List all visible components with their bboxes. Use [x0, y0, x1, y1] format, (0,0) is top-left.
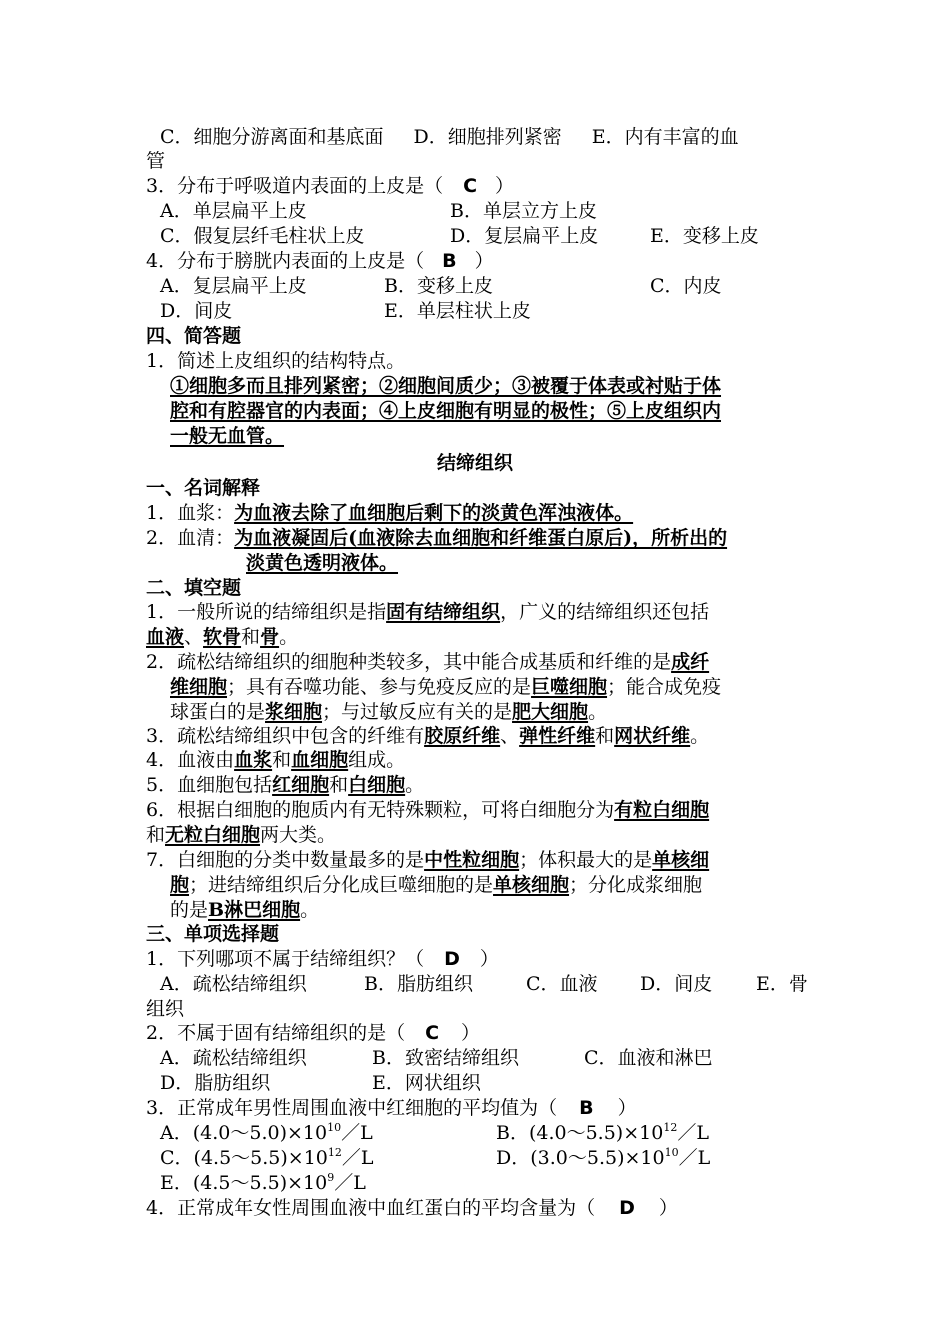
answer-text: 血浆	[234, 749, 273, 771]
option-c: C．细胞分游离面和基底面	[160, 126, 384, 148]
mc-question-1	[146, 947, 810, 972]
paren-close: ）	[474, 250, 494, 272]
answer-text: 腔和有腔器官的内表面；④上皮细胞有明显的极性；⑤上皮组织内	[170, 400, 722, 422]
answer-text: 单核细胞	[493, 874, 570, 896]
answer-text: 中性粒细胞	[424, 849, 520, 871]
text: 和	[595, 725, 615, 747]
mc-question-3	[146, 1096, 810, 1121]
text: 。	[279, 626, 299, 648]
option-e	[160, 1171, 366, 1196]
exponent: 10	[327, 1121, 342, 1134]
answer-text: 有粒白细胞	[614, 799, 710, 821]
option-e: E．单层柱状上皮	[384, 300, 531, 322]
fill-blank-2-cont	[170, 675, 834, 700]
short-answer-question: 1．简述上皮组织的结构特点。	[146, 350, 406, 372]
option-d: D．间皮	[160, 300, 233, 322]
answer-text: 一般无血管。	[170, 425, 285, 447]
answer-letter: B	[579, 1097, 594, 1119]
unit: ／L	[678, 1147, 711, 1169]
fill-blank-1-cont	[146, 625, 810, 650]
answer-text: 固有结缔组织	[386, 601, 501, 623]
text: 。	[588, 701, 608, 723]
answer-text: 白细胞	[348, 774, 406, 796]
option-e: E．网状组织	[372, 1072, 481, 1094]
answer-text: 网状纤维	[614, 725, 691, 747]
answer-text: 维细胞	[170, 676, 228, 698]
option-line	[160, 1121, 824, 1146]
text: ，广义的结缔组织还包括	[500, 601, 710, 623]
paren-close: ）	[495, 175, 515, 197]
fill-blank-6-cont	[146, 823, 810, 848]
option-line	[160, 1046, 824, 1071]
answer-text: 浆细胞	[265, 701, 323, 723]
option-line	[160, 299, 824, 324]
option-b-text: B．(4.0～5.5)×10	[496, 1122, 664, 1144]
option-c: C．假复层纤毛柱状上皮	[160, 225, 365, 247]
answer-text: 血细胞	[291, 749, 349, 771]
option-d: D．复层扁平上皮	[450, 225, 599, 247]
answer-letter: D	[444, 948, 460, 970]
unit: ／L	[334, 1172, 366, 1194]
term-label: 2．血清：	[146, 527, 235, 549]
text: 5．血细胞包括	[146, 774, 273, 796]
text: 组成。	[348, 749, 406, 771]
answer-letter: B	[442, 250, 457, 272]
option-b: B．脂肪组织	[364, 973, 473, 995]
section-heading: 二、填空题	[146, 577, 242, 599]
answer-text: 骨	[260, 626, 280, 648]
answer-text: 巨噬细胞	[531, 676, 608, 698]
paren-close: ）	[658, 1197, 678, 1219]
option-line	[160, 199, 824, 224]
exponent: 10	[664, 1146, 679, 1159]
text: 。	[300, 899, 320, 921]
fill-blank-6	[146, 798, 810, 823]
wrapped-text: 组织	[146, 998, 185, 1020]
option-c: C．血液	[526, 973, 598, 995]
question-text: 3．分布于呼吸道内表面的上皮是（	[146, 175, 444, 197]
answer-text: ①细胞多而且排列紧密；②细胞间质少；③被覆于体表或衬贴于体	[170, 375, 722, 397]
text: 6．根据白细胞的胞质内有无特殊颗粒，可将白细胞分为	[146, 799, 615, 821]
answer-text: 成纤	[671, 651, 710, 673]
option-a	[160, 1121, 373, 1146]
text: 7．白细胞的分类中数量最多的是	[146, 849, 425, 871]
paren-close: ）	[461, 1022, 481, 1044]
option-d: D．脂肪组织	[160, 1072, 271, 1094]
answer-text: 为血液凝固后(血液除去血细胞和纤维蛋白原后)，所析出的	[234, 527, 728, 549]
unit: ／L	[677, 1122, 709, 1144]
option-c	[160, 1146, 374, 1171]
option-c: C．内皮	[650, 275, 722, 297]
option-line	[160, 274, 824, 299]
option-e: E．变移上皮	[650, 225, 759, 247]
answer-text: 胶原纤维	[424, 725, 501, 747]
fill-blank-5	[146, 773, 810, 798]
text: 2．疏松结缔组织的细胞种类较多，其中能合成基质和纤维的是	[146, 651, 672, 673]
option-d	[496, 1146, 710, 1171]
text: 、	[500, 725, 520, 747]
option-a: A．疏松结缔组织	[160, 1047, 307, 1069]
question-text: 3．正常成年男性周围血液中红细胞的平均值为（	[146, 1097, 558, 1119]
question-text: 2．不属于固有结缔组织的是（	[146, 1022, 406, 1044]
text: 。	[405, 774, 425, 796]
chapter-title: 结缔组织	[436, 452, 513, 474]
text: 和	[146, 824, 166, 846]
mc-question-4	[146, 1196, 810, 1221]
unit: ／L	[341, 1122, 373, 1144]
option-b	[496, 1121, 709, 1146]
text: 。	[690, 725, 710, 747]
answer-text: 弹性纤维	[519, 725, 596, 747]
fill-blank-2-cont	[170, 700, 834, 725]
text: 和	[329, 774, 349, 796]
paren-close: ）	[617, 1097, 637, 1119]
question-text: 4．分布于膀胱内表面的上皮是（	[146, 250, 425, 272]
option-a-text: A．(4.0～5.0)×10	[160, 1122, 328, 1144]
text: 和	[272, 749, 292, 771]
text: 、	[184, 626, 204, 648]
text: ；能合成免疫	[607, 676, 722, 698]
paren-close: ）	[479, 948, 499, 970]
text: 4．血液由	[146, 749, 235, 771]
text: 3．疏松结缔组织中包含的纤维有	[146, 725, 425, 747]
fill-blank-1	[146, 600, 810, 625]
text: 1．一般所说的结缔组织是指	[146, 601, 387, 623]
mc-question-2	[146, 1021, 810, 1046]
text: 的是	[170, 899, 209, 921]
answer-text: 软骨	[203, 626, 242, 648]
answer-letter: D	[619, 1197, 635, 1219]
option-a: A．复层扁平上皮	[160, 275, 307, 297]
answer-text: 肥大细胞	[512, 701, 589, 723]
fill-blank-2	[146, 650, 810, 675]
option-a: A．单层扁平上皮	[160, 200, 307, 222]
term-label: 1．血浆：	[146, 502, 235, 524]
text: 两大类。	[260, 824, 337, 846]
option-line	[160, 224, 824, 249]
wrapped-text: 管	[146, 150, 166, 172]
option-e-text: E．(4.5～5.5)×10	[160, 1172, 328, 1194]
text: ；体积最大的是	[519, 849, 653, 871]
option-c-text: C．(4.5～5.5)×10	[160, 1147, 328, 1169]
option-d-text: D．(3.0～5.5)×10	[496, 1147, 665, 1169]
section-heading: 一、名词解释	[146, 477, 261, 499]
option-d: D．细胞排列紧密	[413, 126, 562, 148]
answer-text: 单核细	[652, 849, 710, 871]
question-3	[146, 174, 810, 199]
option-line	[160, 125, 824, 150]
answer-letter: C	[463, 175, 478, 197]
option-b: B．变移上皮	[384, 275, 493, 297]
answer-text: 无粒白细胞	[165, 824, 261, 846]
answer-letter: C	[425, 1022, 440, 1044]
option-line	[160, 972, 824, 997]
fill-blank-7	[146, 848, 810, 873]
text: ；进结缔组织后分化成巨噬细胞的是	[189, 874, 494, 896]
section-heading: 四、简答题	[146, 325, 242, 347]
question-4	[146, 249, 810, 274]
fill-blank-7-cont	[170, 898, 834, 923]
exponent: 9	[327, 1171, 335, 1184]
option-e: E．内有丰富的血	[591, 126, 739, 148]
option-line	[160, 1171, 824, 1196]
option-e: E．骨	[756, 973, 808, 995]
text: 球蛋白的是	[170, 701, 266, 723]
option-b: B．单层立方上皮	[450, 200, 597, 222]
answer-text: B淋巴细胞	[208, 899, 301, 921]
option-line	[160, 1146, 824, 1171]
text: ；分化成浆细胞	[569, 874, 703, 896]
option-line	[160, 1071, 824, 1096]
exponent: 12	[327, 1146, 342, 1159]
answer-text: 淡黄色透明液体。	[246, 552, 399, 574]
text: 和	[241, 626, 261, 648]
fill-blank-4	[146, 748, 810, 773]
fill-blank-3	[146, 724, 810, 749]
answer-text: 胞	[170, 874, 190, 896]
question-text: 4．正常成年女性周围血液中血红蛋白的平均含量为（	[146, 1197, 596, 1219]
option-a: A．疏松结缔组织	[160, 973, 307, 995]
text: ；与过敏反应有关的是	[322, 701, 513, 723]
answer-text: 红细胞	[272, 774, 330, 796]
option-c: C．血液和淋巴	[584, 1047, 713, 1069]
answer-text: 为血液去除了血细胞后剩下的淡黄色浑浊液体。	[234, 502, 634, 524]
fill-blank-7-cont	[170, 873, 834, 898]
exponent: 12	[663, 1121, 678, 1134]
term-definition	[146, 526, 810, 551]
term-definition	[146, 501, 810, 526]
section-heading: 三、单项选择题	[146, 923, 280, 945]
text: ；具有吞噬功能、参与免疫反应的是	[227, 676, 532, 698]
unit: ／L	[341, 1147, 374, 1169]
question-text: 1．下列哪项不属于结缔组织？（	[146, 948, 425, 970]
option-d: D．间皮	[640, 973, 713, 995]
answer-text: 血液	[146, 626, 185, 648]
option-b: B．致密结缔组织	[372, 1047, 519, 1069]
